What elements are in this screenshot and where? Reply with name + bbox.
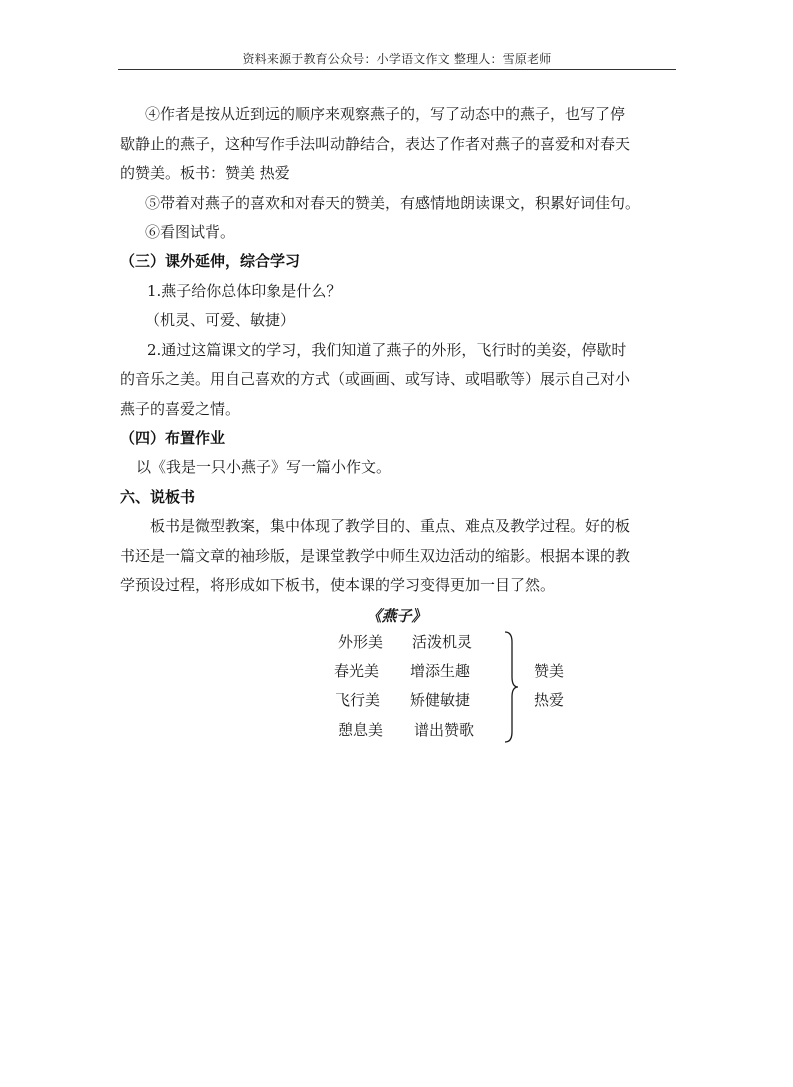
section-3-question-2-line-3: 燕子的喜爱之情。 <box>120 400 241 418</box>
section-3-question-2-line-1: 2.通过这篇课文的学习，我们知道了燕子的外形，飞行时的美姿，停歇时 <box>147 341 627 359</box>
board-row-2-right: 增添生趣 <box>410 662 471 680</box>
board-row-1-left: 外形美 <box>338 633 384 651</box>
board-row-4-left: 憩息美 <box>338 721 384 739</box>
paragraph-4-line-1: ④作者是按从近到远的顺序来观察燕子的，写了动态中的燕子，也写了停 <box>145 105 626 123</box>
section-3-answer-1: （机灵、可爱、敏捷） <box>145 311 296 329</box>
paragraph-4-line-3: 的赞美。板书：赞美 热爱 <box>120 164 290 182</box>
section-6-paragraph-line-1: 板书是微型教案，集中体现了教学目的、重点、难点及教学过程。好的板 <box>150 517 631 535</box>
section-3-heading: （三）课外延伸，综合学习 <box>120 252 301 270</box>
page-header-source: 资料来源于教育公众号：小学语文作文 整理人：雪原老师 <box>242 52 552 66</box>
right-curly-brace <box>503 630 521 744</box>
paragraph-4-line-2: 歇静止的燕子，这种写作手法叫动静结合，表达了作者对燕子的喜爱和对春天 <box>120 135 631 153</box>
board-row-2-left: 春光美 <box>334 662 380 680</box>
section-3-question-2-line-2: 的音乐之美。用自己喜欢的方式（或画画、或写诗、或唱歌等）展示自己对小 <box>120 370 631 388</box>
board-row-1-right: 活泼机灵 <box>412 633 473 651</box>
board-row-3-right: 矫健敏捷 <box>410 691 471 709</box>
section-6-paragraph-line-3: 学预设过程，将形成如下板书，使本课的学习变得更加一目了然。 <box>120 576 556 594</box>
board-row-3-left: 飞行美 <box>335 691 381 709</box>
section-4-task: 以《我是一只小燕子》写一篇小作文。 <box>136 458 392 476</box>
section-6-heading: 六、说板书 <box>120 488 196 506</box>
paragraph-6: ⑥看图试背。 <box>145 223 236 241</box>
blackboard-title: 《燕子》 <box>366 607 427 625</box>
board-row-4-right: 谱出赞歌 <box>414 721 475 739</box>
section-3-question-1: 1.燕子给你总体印象是什么？ <box>147 282 342 300</box>
board-summary-2: 热爱 <box>534 691 565 709</box>
board-summary-1: 赞美 <box>534 662 565 680</box>
header-divider <box>118 69 676 70</box>
paragraph-5: ⑤带着对燕子的喜欢和对春天的赞美，有感情地朗读课文，积累好词佳句。 <box>145 194 641 212</box>
section-4-heading: （四）布置作业 <box>120 429 226 447</box>
section-6-paragraph-line-2: 书还是一篇文章的袖珍版，是课堂教学中师生双边活动的缩影。根据本课的教 <box>120 547 631 565</box>
